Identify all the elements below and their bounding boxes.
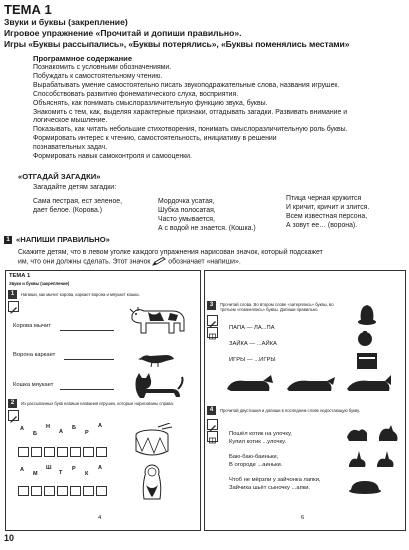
scattered-letter: А [59,429,63,435]
scattered-letter: А [98,423,102,429]
workbook-topic: Звуки и буквы (закрепление) [9,281,70,286]
scattered-letter: А [98,465,102,471]
crow-image [136,349,176,369]
scattered-letter: Т [59,470,63,476]
riddle-line: Часто умывается, [158,216,215,223]
exercise-1-task: Напиши, как мычит корова, каркает ворона и мяукает кошка. [21,292,140,297]
write-sign-icon [8,301,19,312]
cat-image [126,371,186,401]
answer-line[interactable] [64,359,114,360]
riddle-cat [158,197,256,233]
letter-cell[interactable] [83,447,94,457]
poem-1-line-1: Пошёл котик на улочку, [229,431,292,437]
hat-image [355,301,379,327]
section-text-part: им, что они должны сделать. Этот значок [18,258,151,266]
program-line: логическое мышление. [33,117,108,125]
program-line: познавательных задач. [33,144,108,152]
program-title: Программное содержание [33,54,133,63]
workbook-theme: ТЕМА 1 [9,273,31,279]
section-text-part: обозначает «напиши». [168,258,241,266]
riddle-crow [286,194,369,230]
riddles-heading: «ОТГАДАЙ ЗАГАДКИ» [18,172,101,181]
letter-cell[interactable] [18,486,29,496]
riddle-line: А зовут ее… (ворона). [286,222,358,229]
program-line: Формировать интерес к чтению, самостоятельность, инициативу в решении [33,135,277,143]
drum-image [132,423,172,459]
word-1: ПАПА — ЛА...ПА [229,325,275,331]
letter-cell[interactable] [44,447,55,457]
workbook-page-right [204,270,406,531]
read-sign-icon [207,327,218,338]
exercise-3-number: 3 [207,301,216,310]
section-number: 1 [4,236,12,244]
riddle-line: дает белое. (Корова.) [33,207,103,214]
riddle-line: Шубка полосатая, [158,207,216,214]
letter-cell[interactable] [31,447,42,457]
write-sign-icon [207,315,218,326]
scattered-letter: Р [72,466,76,472]
word-2: ЗАЙКА — ...АЙКА [229,341,277,347]
program-content [33,64,405,162]
riddles-intro: Загадайте детям загадки: [33,184,117,191]
animals-image [223,371,393,397]
write-sign-icon [207,419,218,430]
program-line: Вырабатывать умение самостоятельно писать звукоподражательные слова, названия игрушек. [33,81,340,89]
scattered-letter: Б [72,425,76,431]
program-line: Показывать, как читать небольшие стихотворения, понимать смыслоразличительную роль буквы. [33,126,348,134]
exercise-2-task: Из рассыпанных букв напиши названия игрушек, которые нарисованы справа. [21,401,174,406]
riddle-line: Птица черная кружится [286,195,362,202]
poem-3-line-2: Зайчиха шьёт сыночку ...апки. [229,485,311,491]
exercise-4-task: Прочитай двустишия и допиши в последнем слове недостающую букву. [220,408,360,413]
workbook-page-left [5,270,201,531]
letter-cell[interactable] [31,486,42,496]
scattered-letter: Б [33,431,37,437]
crow-label: Ворона каркает [13,352,56,358]
section-text-line: Скажите детям, что в левом уголке каждого упражнения нарисован значок, который подскажет [18,249,323,256]
riddle-line: И кричит, кричит и злится. [286,204,370,211]
matryoshka-image [140,463,164,503]
scattered-letter: Р [85,430,89,436]
scattered-letter: А [20,467,24,473]
cat-label: Кошка мяукает [13,382,54,388]
answer-line[interactable] [60,330,114,331]
letter-cell[interactable] [57,447,68,457]
cow-image [124,301,194,341]
riddle-cow [33,197,122,215]
riddle-line: Сама пестрая, ест зеленое, [33,198,123,205]
exercise-3-task: Прочитай слова. Во втором слове «затерялись» буквы, во третьем «поменялись» буквы. Допиши правильно. [220,302,334,312]
topic-title: Звуки и буквы (закрепление) [4,17,128,27]
letter-cell[interactable] [70,486,81,496]
program-line: Познакомить с условными обозначениями. [33,64,172,71]
page-number: 10 [4,533,15,543]
program-line: Способствовать развитию фонематического слуха, восприятия. [33,90,239,98]
box-image [353,349,381,371]
workbook-page-number: 6 [301,515,305,521]
letter-cell[interactable] [96,447,107,457]
program-line: Знакомить с тем, как, выделяя характерные признаки, отгадывать загадки. Развивать внимание и [33,108,348,116]
program-line: Объяснять, как понимать смыслоразличительную функцию звука, буквы. [33,99,268,107]
riddle-line: А с водой не знается. (Кошка.) [158,225,256,232]
hares-image [345,449,401,471]
program-line: Формировать навык самоконтроля и самооценки. [33,153,192,161]
poem-1-line-2: Купил котик ...улочку. [229,439,287,445]
exercise-2-number: 2 [8,399,17,408]
poem-3-line-1: Чтоб не мёрзли у зайчонка лапки, [229,477,321,483]
games-title: Игры «Буквы рассыпались», «Буквы потерялись», «Буквы поменялись местами» [4,39,350,49]
section-title: «НАПИШИ ПРАВИЛЬНО» [16,235,110,244]
poem-2-line-2: В огороде ...аиньки. [229,462,283,468]
letter-cell[interactable] [70,447,81,457]
workbook-page-number: 4 [98,515,102,521]
scattered-letter: Ш [46,465,52,471]
letter-cell[interactable] [18,447,29,457]
pencil-icon [152,257,166,266]
bread-and-hare-image [345,423,401,445]
cow-label: Корова мычит [13,323,51,329]
word-3: ИГРЫ — ...ИГРЫ [229,357,276,363]
scattered-letter: Н [46,424,50,430]
scattered-letter: А [20,426,24,432]
exercise-4-number: 4 [207,406,216,415]
nut-image [355,327,375,347]
riddle-line: Мордочка усатая, [158,198,215,205]
poem-2-line-1: Баю-баю-баиньки, [229,454,279,460]
program-line: Побуждать к самостоятельному чтению. [33,72,163,80]
section-text-line [18,257,406,266]
write-sign-icon [8,410,19,421]
scattered-letter: К [85,471,89,477]
read-sign-icon [207,431,218,442]
exercise-title: Игровое упражнение «Прочитай и допиши правильно». [4,28,242,38]
letter-cell[interactable] [57,486,68,496]
scattered-letter: М [33,471,38,477]
riddle-line: Всем известная персона, [286,213,368,220]
letter-cell[interactable] [96,486,107,496]
cap-image [345,477,385,495]
theme-title: ТЕМА 1 [4,2,52,17]
letter-cell[interactable] [44,486,55,496]
exercise-1-number: 1 [8,290,17,299]
section-text [18,248,406,266]
letter-cell[interactable] [83,486,94,496]
answer-line[interactable] [60,389,114,390]
